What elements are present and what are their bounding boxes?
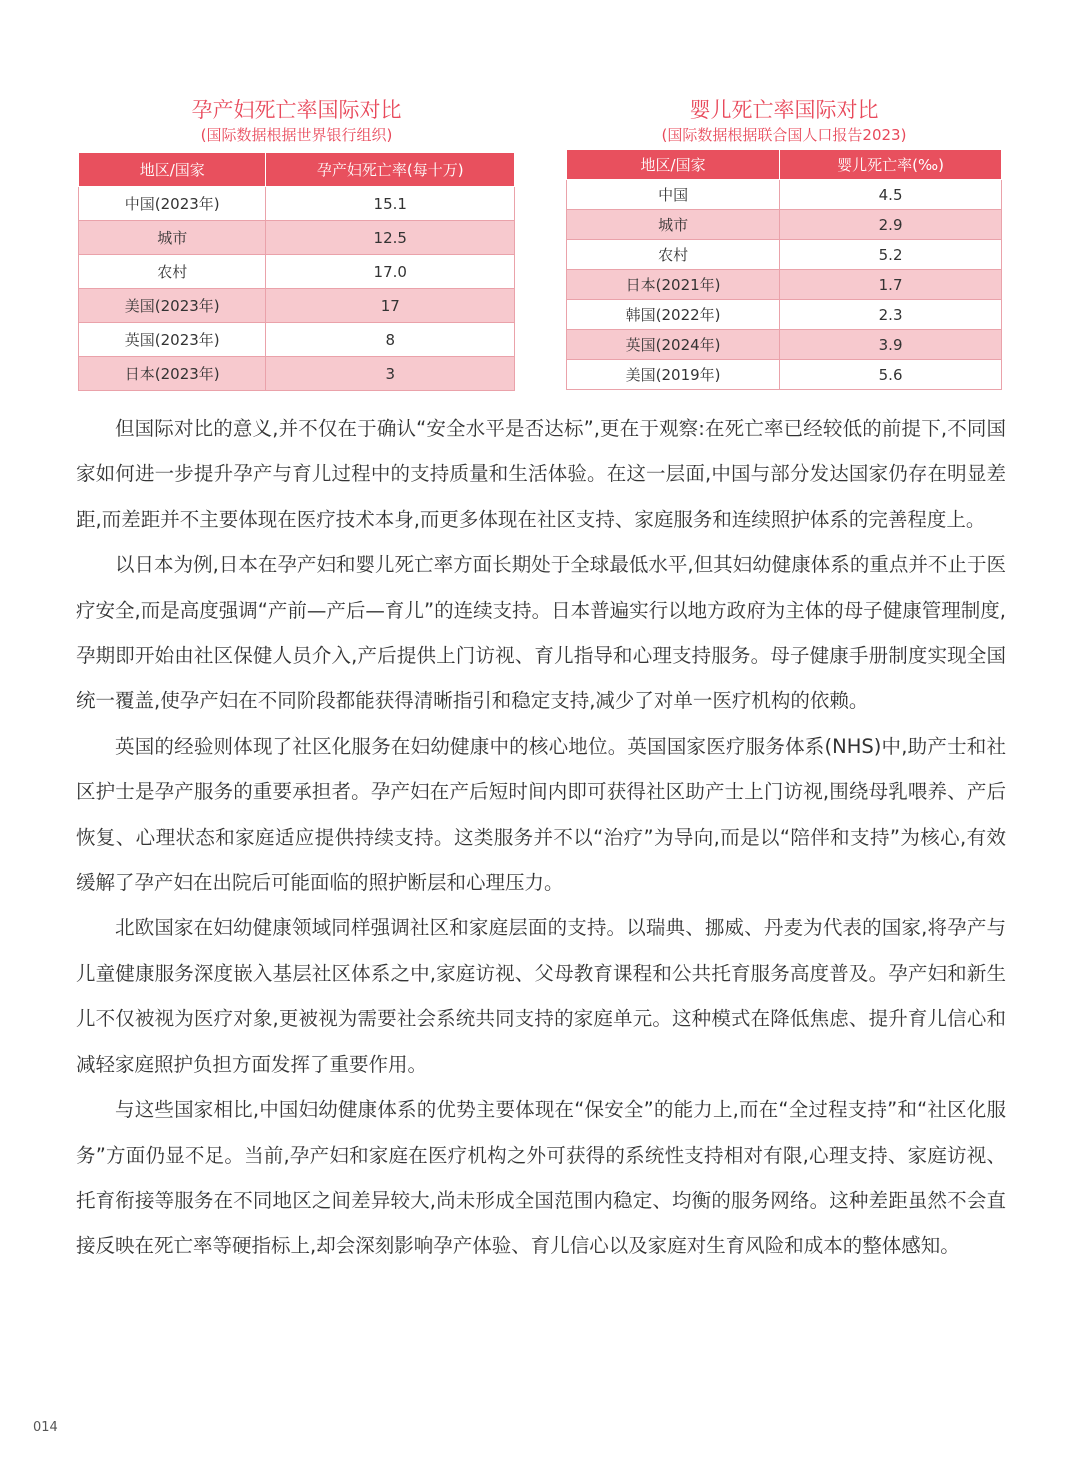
table-title: 婴儿死亡率国际对比: [689, 98, 879, 122]
table-row: [79, 357, 515, 391]
table-cell: 农村: [567, 240, 780, 270]
table-row: [567, 270, 1002, 300]
table-row: [79, 323, 515, 357]
paragraph: 英国的经验则体现了社区化服务在妇幼健康中的核心地位。英国国家医疗服务体系(NHS)中,助产士和社区护士是孕产服务的重要承担者。孕产妇在产后短时间内即可获得社区助产士上门访视,围绕母乳喂养、产后恢复、心理状态和家庭适应提供持续支持。这类服务并不以“治疗”为导向,而是以“陪伴和支持”为核心,有效缓解了孕产妇在出院后可能面临的照护断层和心理压力。: [76, 734, 1006, 895]
paragraph: 以日本为例,日本在孕产妇和婴儿死亡率方面长期处于全球最低水平,但其妇幼健康体系的重点并不止于医疗安全,而是高度强调“产前—产后—育儿”的连续支持。日本普遍实行以地方政府为主体的母子健康管理制度,孕期即开始由社区保健人员介入,产后提供上门访视、育儿指导和心理支持服务。母子健康手册制度实现全国统一覆盖,使孕产妇在不同阶段都能获得清晰指引和稳定支持,减少了对单一医疗机构的依赖。: [76, 553, 1006, 713]
page-number: 014: [33, 1420, 58, 1435]
infant-mortality-table-block: [566, 96, 1002, 390]
body-text: [76, 406, 1006, 1269]
table-cell: 3.9: [780, 330, 1002, 360]
table-header-cell: 婴儿死亡率(‰): [780, 150, 1002, 180]
table-row: [79, 187, 515, 221]
table-cell: 17: [266, 289, 515, 323]
table-subtitle: (国际数据根据联合国人口报告2023): [661, 126, 907, 144]
table-cell: 12.5: [266, 221, 515, 255]
table-cell: 城市: [79, 221, 266, 255]
table-cell: 美国(2019年): [567, 360, 780, 390]
table-row: [79, 221, 515, 255]
table-cell: 英国(2024年): [567, 330, 780, 360]
maternal-mortality-table-block: [78, 96, 515, 391]
maternal-mortality-table: [78, 152, 515, 391]
table-row: [79, 289, 515, 323]
table-cell: 日本(2021年): [567, 270, 780, 300]
table-cell: 5.2: [780, 240, 1002, 270]
table-row: [567, 180, 1002, 210]
table-cell: 2.9: [780, 210, 1002, 240]
table-header-cell: 孕产妇死亡率(每十万): [266, 153, 515, 187]
table-cell: 15.1: [266, 187, 515, 221]
table-cell: 韩国(2022年): [567, 300, 780, 330]
paragraph: 与这些国家相比,中国妇幼健康体系的优势主要体现在“保安全”的能力上,而在“全过程支持”和“社区化服务”方面仍显不足。当前,孕产妇和家庭在医疗机构之外可获得的系统性支持相对有限,心理支持、家庭访视、托育衔接等服务在不同地区之间差异较大,尚未形成全国范围内稳定、均衡的服务网络。这种差距虽然不会直接反映在死亡率等硬指标上,却会深刻影响孕产体验、育儿信心以及家庭对生育风险和成本的整体感知。: [76, 1098, 1006, 1258]
table-title: 孕产妇死亡率国际对比: [191, 98, 402, 122]
table-row: [567, 330, 1002, 360]
table-cell: 美国(2023年): [79, 289, 266, 323]
table-row: [567, 300, 1002, 330]
table-cell: 8: [266, 323, 515, 357]
paragraph: 但国际对比的意义,并不仅在于确认“安全水平是否达标”,更在于观察:在死亡率已经较低的前提下,不同国家如何进一步提升孕产与育儿过程中的支持质量和生活体验。在这一层面,中国与部分发达国家仍存在明显差距,而差距并不主要体现在医疗技术本身,而更多体现在社区支持、家庭服务和连续照护体系的完善程度上。: [76, 417, 1006, 531]
table-cell: 中国(2023年): [79, 187, 266, 221]
table-row: [79, 255, 515, 289]
table-header-cell: 地区/国家: [567, 150, 780, 180]
table-cell: 5.6: [780, 360, 1002, 390]
table-row: [567, 360, 1002, 390]
table-cell: 4.5: [780, 180, 1002, 210]
table-cell: 中国: [567, 180, 780, 210]
table-cell: 17.0: [266, 255, 515, 289]
table-subtitle: (国际数据根据世界银行组织): [200, 126, 393, 144]
table-cell: 英国(2023年): [79, 323, 266, 357]
table-row: [567, 210, 1002, 240]
paragraph: 北欧国家在妇幼健康领域同样强调社区和家庭层面的支持。以瑞典、挪威、丹麦为代表的国家,将孕产与儿童健康服务深度嵌入基层社区体系之中,家庭访视、父母教育课程和公共托育服务高度普及。孕产妇和新生儿不仅被视为医疗对象,更被视为需要社会系统共同支持的家庭单元。这种模式在降低焦虑、提升育儿信心和减轻家庭照护负担方面发挥了重要作用。: [76, 916, 1006, 1076]
table-row: [567, 240, 1002, 270]
table-cell: 1.7: [780, 270, 1002, 300]
table-cell: 农村: [79, 255, 266, 289]
table-cell: 日本(2023年): [79, 357, 266, 391]
infant-mortality-table: [566, 149, 1002, 390]
table-header-cell: 地区/国家: [79, 153, 266, 187]
table-cell: 3: [266, 357, 515, 391]
table-cell: 城市: [567, 210, 780, 240]
table-cell: 2.3: [780, 300, 1002, 330]
